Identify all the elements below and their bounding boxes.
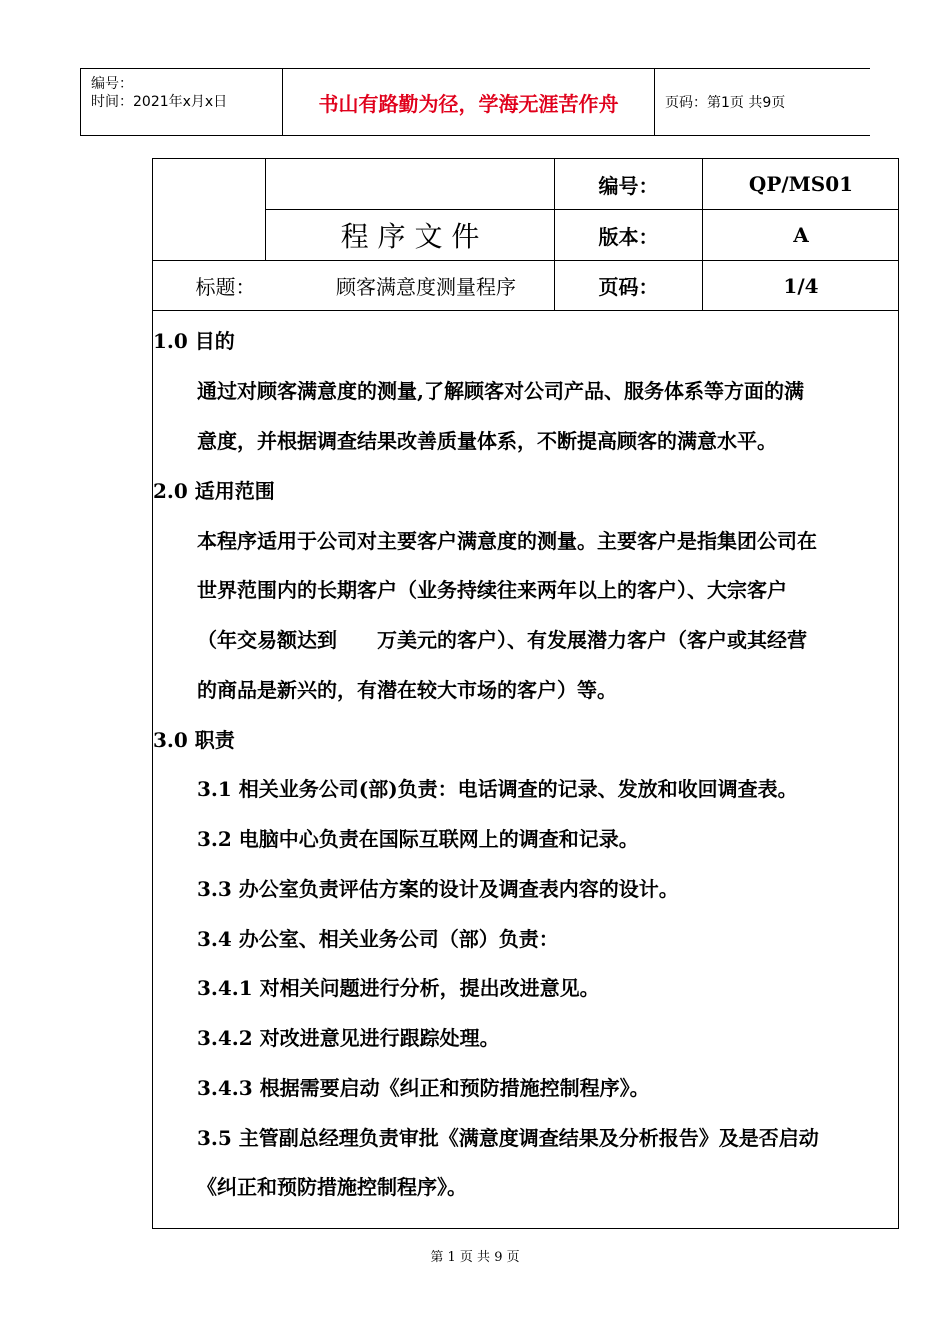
doc-version-label: 版本： bbox=[598, 224, 659, 249]
document-frame bbox=[152, 158, 899, 1229]
doc-title-value: 顾客满意度测量程序 bbox=[336, 275, 516, 299]
page-footer: 第 1 页 共 9 页 bbox=[430, 1250, 520, 1265]
section-1-text-line-1: 通过对顾客满意度的测量,了解顾客对公司产品、服务体系等方面的满 bbox=[197, 379, 804, 403]
section-2-text-line-1: 本程序适用于公司对主要客户满意度的测量。主要客户是指集团公司在 bbox=[197, 529, 817, 553]
section-1-text-line-2: 意度，并根据调查结果改善质量体系，不断提高顾客的满意水平。 bbox=[197, 429, 777, 453]
section-3-4: 3.4 办公室、相关业务公司（部）负责： bbox=[197, 927, 559, 951]
section-2-text-line-2: 世界范围内的长期客户（业务持续往来两年以上的客户）、大宗客户 bbox=[197, 578, 787, 602]
section-2-heading: 2.0 适用范围 bbox=[153, 479, 275, 503]
doc-number-label: 编号： bbox=[598, 173, 659, 198]
section-2-text-line-3: （年交易额达到 万美元的客户）、有发展潜力客户（客户或其经营 bbox=[197, 628, 807, 652]
section-3-4-3: 3.4.3 根据需要启动《纠正和预防措施控制程序》。 bbox=[197, 1076, 650, 1100]
doc-number-value: QP/MS01 bbox=[748, 172, 854, 196]
section-3-5-line-2: 《纠正和预防措施控制程序》。 bbox=[197, 1175, 467, 1199]
section-2-text-line-4: 的商品是新兴的，有潜在较大市场的客户）等。 bbox=[197, 678, 617, 702]
section-3-3: 3.3 办公室负责评估方案的设计及调查表内容的设计。 bbox=[197, 877, 679, 901]
section-3-4-2: 3.4.2 对改进意见进行跟踪处理。 bbox=[197, 1026, 500, 1050]
header-date: 时间：2021年x月x日 bbox=[91, 94, 228, 110]
doc-type: 程 序 文 件 bbox=[340, 220, 480, 253]
header-number-label: 编号： bbox=[91, 76, 133, 92]
doc-page-value: 1/4 bbox=[783, 273, 819, 298]
top-header bbox=[80, 68, 870, 136]
section-1-heading: 1.0 目的 bbox=[153, 329, 235, 353]
section-3-4-1: 3.4.1 对相关问题进行分析，提出改进意见。 bbox=[197, 976, 600, 1000]
section-3-1: 3.1 相关业务公司(部)负责：电话调查的记录、发放和收回调查表。 bbox=[197, 777, 798, 801]
section-3-2: 3.2 电脑中心负责在国际互联网上的调查和记录。 bbox=[197, 827, 639, 851]
header-page-info: 页码：第1页 共9页 bbox=[665, 95, 786, 111]
header-meta bbox=[80, 69, 282, 135]
header-motto: 书山有路勤为径，学海无涯苦作舟 bbox=[282, 69, 655, 135]
section-3-5-line-1: 3.5 主管副总经理负责审批《满意度调查结果及分析报告》及是否启动 bbox=[197, 1126, 819, 1150]
section-3-heading: 3.0 职责 bbox=[153, 728, 235, 752]
doc-page-label: 页码： bbox=[598, 275, 659, 299]
doc-title-label: 标题： bbox=[195, 275, 256, 299]
doc-version-value: A bbox=[793, 223, 809, 247]
